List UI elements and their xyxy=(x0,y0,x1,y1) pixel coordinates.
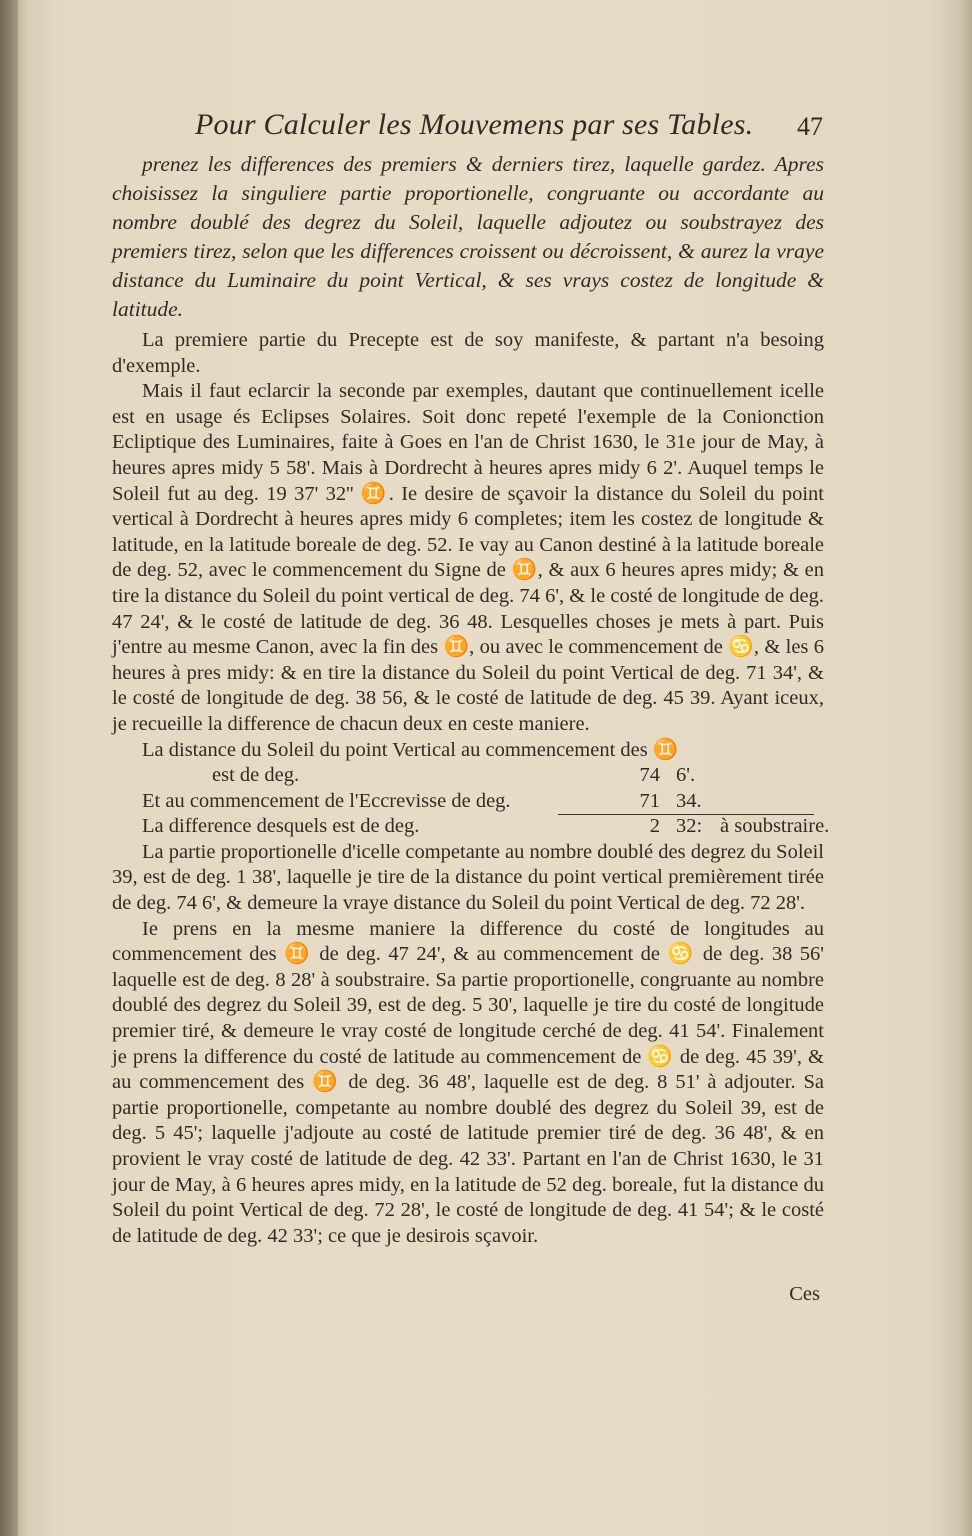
calc-row xyxy=(112,763,824,789)
calc-label: Et au commencement de l'Eccrevisse de deg. xyxy=(142,789,511,812)
calc-degrees: 71 xyxy=(639,789,660,812)
calc-minutes: 32: xyxy=(676,815,703,838)
calc-row xyxy=(112,789,824,815)
page-header xyxy=(195,108,835,148)
main-text xyxy=(112,150,830,1249)
calc-label: La distance du Soleil du point Vertical au commencement des ♊ xyxy=(142,738,679,761)
running-head: Pour Calculer les Mouvemens par ses Tables. xyxy=(195,108,754,141)
calc-minutes: 6'. xyxy=(676,764,696,787)
page-gutter-shadow xyxy=(0,0,18,1536)
page-number: 47 xyxy=(797,112,823,141)
calc-degrees: 2 xyxy=(649,815,660,838)
calculation-table xyxy=(112,738,830,840)
calc-minutes: 34. xyxy=(676,789,702,812)
paragraph-3: La partie proportionelle d'icelle competante au nombre doublé des degrez du Soleil 39, est de deg. 1 38', laquelle je tire de la distance du point vertical premièrement tirée de deg. 74 6', & demeure la vraye distance du Soleil du point Vertical de deg. 72 28'. xyxy=(112,840,824,915)
paragraph-4: Ie prens en la mesme maniere la difference du costé de longitudes au commencement des ♊ de deg. 47 24', & au commencement de ♋ de deg. 38 56' laquelle est de deg. 8 28' à soubstraire. Sa partie proportionelle, congruante au nombre doublé des degrez du Soleil 39, est de deg. 5 30', laquelle je tire du costé de longitude premier tiré, & demeure le vray costé de longitude cerché de deg. 41 54'. Finalement je prens la difference du costé de latitude au commencement de ♋ de deg. 45 39', & au commencement des ♊ de deg. 36 48', laquelle est de deg. 8 51' à adjouter. Sa partie proportionelle, competante au nombre doublé des degrez du Soleil 39, est de deg. 5 45'; laquelle j'adjoute au costé de latitude premier tiré de deg. 36 48', & en provient le vray costé de latitude de deg. 42 33'. Partant en l'an de Christ 1630, le 31 jour de May, à 6 heures apres midy, en la latitude de 52 deg. boreale, fut la distance du Soleil du point Vertical de deg. 72 28', le costé de longitude de deg. 41 54'; & le costé de latitude de deg. 42 33'; ce que je desirois sçavoir. xyxy=(112,917,824,1247)
calc-degrees: 74 xyxy=(639,764,660,787)
calc-row xyxy=(112,814,830,840)
paragraph-2: Mais il faut eclarcir la seconde par exemples, dautant que continuellement icelle est en usage és Eclipses Solaires. Soit donc repeté l'exemple de la Conionction Ecliptique des Luminaires, faite à Goes en l'an de Christ 1630, le 31e jour de May, à heures apres midy 5 58'. Mais à Dordrecht à heures apres midy 6 2'. Auquel temps le Soleil fut au deg. 19 37' 32'' ♊. Ie desire de sçavoir la distance du Soleil du point vertical à Dordrecht à heures apres midy 6 completes; item les costez de longitude & latitude, en la latitude boreale de deg. 52. Ie vay au Canon destiné à la latitude boreale de deg. 52, avec le commencement du Signe de ♊, & aux 6 heures apres midy; & en tire la distance du Soleil du point vertical de deg. 74 6', & le costé de longitude de deg. 47 24', & le costé de latitude de deg. 36 48. Lesquelles choses je mets à part. Puis j'entre au mesme Canon, avec la fin des ♊, ou avec le commencement de ♋, & les 6 heures à pres midy: & en tire la distance du Soleil du point Vertical de deg. 71 34', & le costé de longitude de deg. 38 56, & le costé de latitude de deg. 45 39. Ayant iceux, je recueille la difference de chacun deux en ceste maniere. xyxy=(112,380,824,735)
paragraph-1: La premiere partie du Precepte est de soy manifeste, & partant n'a besoing d'exemple. xyxy=(112,329,824,377)
calc-label: est de deg. xyxy=(212,764,300,787)
catchword: Ces xyxy=(789,1283,820,1305)
rule-italic-text: prenez les differences des premiers & derniers tirez, laquelle gardez. Apres choisissez la singuliere partie proportionelle, congruante ou accordante au nombre doublé des degrez du Soleil, laquelle adjoutez ou soubstrayez des premiers tirez, selon que les differences croissent ou décroissent, & aurez la vraye distance du Luminaire du point Vertical, & ses vrays costez de longitude & latitude. xyxy=(112,152,824,321)
calc-label: La difference desquels est de deg. xyxy=(142,815,420,838)
calc-row xyxy=(112,738,824,764)
calc-note: à soubstraire. xyxy=(720,815,830,838)
